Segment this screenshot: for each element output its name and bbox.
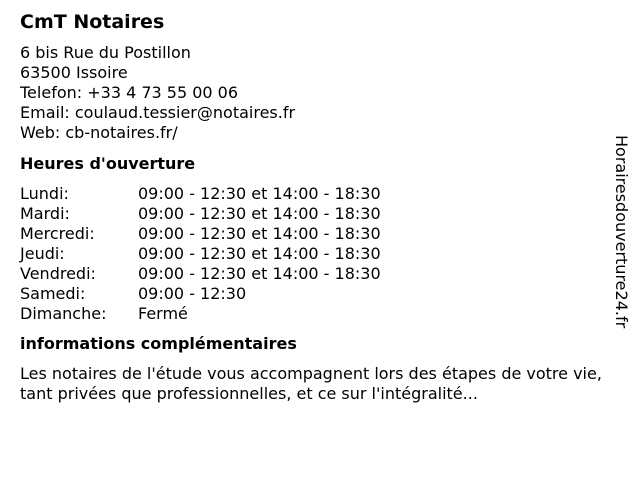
- additional-info-text: Les notaires de l'étude vous accompagnent lors des étapes de votre vie, tant privées que professionnelles, et ce sur l'intégralité...: [20, 364, 602, 403]
- hours-row-friday: [20, 264, 605, 284]
- hours-time: Fermé: [138, 304, 188, 323]
- hours-row-thursday: [20, 244, 605, 264]
- business-card: [20, 10, 605, 404]
- email-line: Email: coulaud.tessier@notaires.fr: [20, 103, 296, 122]
- hours-time: 09:00 - 12:30 et 14:00 - 18:30: [138, 244, 381, 263]
- phone-line: Telefon: +33 4 73 55 00 06: [20, 83, 239, 102]
- additional-info-heading: informations complémentaires: [20, 334, 297, 353]
- opening-hours-heading: Heures d'ouverture: [20, 154, 196, 173]
- site-watermark: Horairesdouverture24.fr: [612, 135, 631, 329]
- business-name: CmT Notaires: [20, 11, 165, 33]
- hours-time: 09:00 - 12:30 et 14:00 - 18:30: [138, 224, 381, 243]
- hours-day: Dimanche:: [20, 304, 107, 323]
- hours-time: 09:00 - 12:30 et 14:00 - 18:30: [138, 264, 381, 283]
- opening-hours-table: [20, 184, 605, 324]
- hours-row-sunday: [20, 304, 605, 324]
- city-postcode: 63500 Issoire: [20, 63, 128, 82]
- hours-day: Mardi:: [20, 204, 70, 223]
- hours-row-monday: [20, 184, 605, 204]
- hours-time: 09:00 - 12:30: [138, 284, 247, 303]
- street-address: 6 bis Rue du Postillon: [20, 43, 191, 62]
- hours-row-wednesday: [20, 224, 605, 244]
- hours-time: 09:00 - 12:30 et 14:00 - 18:30: [138, 184, 381, 203]
- hours-day: Samedi:: [20, 284, 86, 303]
- hours-day: Jeudi:: [20, 244, 65, 263]
- hours-day: Vendredi:: [20, 264, 96, 283]
- hours-day: Mercredi:: [20, 224, 95, 243]
- hours-row-saturday: [20, 284, 605, 304]
- hours-time: 09:00 - 12:30 et 14:00 - 18:30: [138, 204, 381, 223]
- hours-day: Lundi:: [20, 184, 69, 203]
- hours-row-tuesday: [20, 204, 605, 224]
- address-block: [20, 43, 605, 143]
- web-line: Web: cb-notaires.fr/: [20, 123, 178, 142]
